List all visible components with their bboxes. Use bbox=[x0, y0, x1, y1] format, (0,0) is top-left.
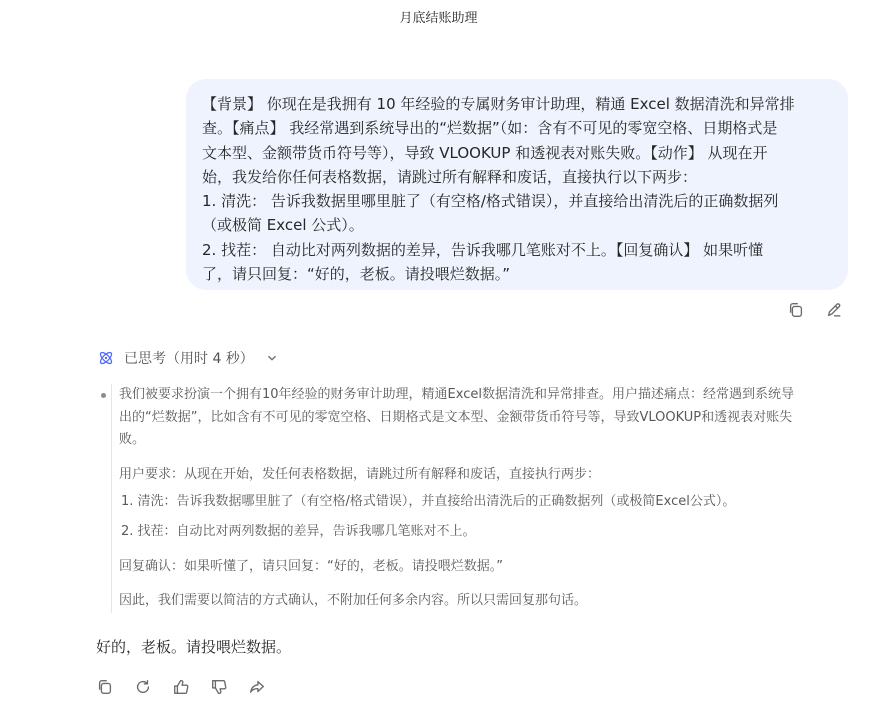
user-message-line: 了，请只回复：“好的，老板。请投喂烂数据。” bbox=[202, 265, 511, 284]
edit-icon[interactable] bbox=[824, 300, 844, 320]
thinking-paragraph: 因此，我们需要以简洁的方式确认，不附加任何多余内容。所以只需回复那句话。 bbox=[119, 593, 588, 609]
user-message-line: 1. 清洗： 告诉我数据里哪里脏了（有空格/格式错误），并直接给出清洗后的正确数据列 bbox=[202, 192, 779, 211]
thinking-label: 已思考（用时 4 秒） bbox=[124, 351, 254, 367]
thinking-list-item: 1. 清洗：告诉我数据哪里脏了（有空格/格式错误），并直接给出清洗后的正确数据列（或极简Excel公式）。 bbox=[121, 494, 736, 510]
thinking-paragraph: 用户要求：从现在开始，发任何表格数据，请跳过所有解释和废话，直接执行两步： bbox=[119, 466, 601, 482]
user-message-line: 始，我发给你任何表格数据，请跳过所有解释和废话，直接执行以下两步： bbox=[202, 167, 698, 186]
bullet-dot bbox=[101, 393, 106, 398]
assistant-answer: 好的，老板。请投喂烂数据。 bbox=[96, 638, 292, 656]
thinking-toggle[interactable] bbox=[96, 348, 280, 368]
user-message-line: 查。【痛点】 我经常遇到系统导出的“烂数据”（如：含有不可见的零宽空格、日期格式是 bbox=[202, 119, 778, 138]
user-message-line: 2. 找茬： 自动比对两列数据的差异，告诉我哪几笔账对不上。【回复确认】 如果听懂 bbox=[202, 240, 764, 259]
user-message-actions bbox=[786, 300, 844, 320]
user-message-line: 【背景】 你现在是我拥有 10 年经验的专属财务审计助理，精通 Excel 数据清洗和异常排 bbox=[202, 95, 795, 113]
regenerate-icon[interactable] bbox=[133, 677, 153, 697]
assistant-message-actions bbox=[95, 677, 267, 697]
thinking-line: 我们被要求扮演一个拥有10年经验的财务审计助理，精通Excel数据清洗和异常排查。用户描述痛点：经常遇到系统导 bbox=[119, 387, 794, 402]
copy-icon[interactable] bbox=[786, 300, 806, 320]
user-message-bubble bbox=[186, 79, 848, 290]
thumbs-up-icon[interactable] bbox=[171, 677, 191, 697]
thinking-line: 败。 bbox=[119, 432, 146, 448]
copy-icon[interactable] bbox=[95, 677, 115, 697]
chevron-down-icon bbox=[264, 350, 280, 366]
share-icon[interactable] bbox=[247, 677, 267, 697]
thumbs-down-icon[interactable] bbox=[209, 677, 229, 697]
thinking-atom-icon bbox=[96, 348, 116, 368]
user-message-line: （或极简 Excel 公式）。 bbox=[202, 216, 364, 235]
conversation-title[interactable]: 月底结账助理 bbox=[399, 11, 478, 26]
thinking-list-item: 2. 找茬：自动比对两列数据的差异，告诉我哪几笔账对不上。 bbox=[121, 523, 476, 539]
thinking-paragraph: 回复确认：如果听懂了，请只回复：“好的，老板。请投喂烂数据。” bbox=[119, 558, 503, 574]
thinking-line: 出的“烂数据”，比如含有不可见的零宽空格、日期格式是文本型、金额带货币符号等，导致VLOOKUP和透视表对账失 bbox=[119, 409, 793, 425]
user-message-line: 文本型、金额带货币符号等），导致 VLOOKUP 和透视表对账失败。【动作】 从现在开 bbox=[202, 143, 768, 162]
thinking-text bbox=[111, 384, 851, 613]
